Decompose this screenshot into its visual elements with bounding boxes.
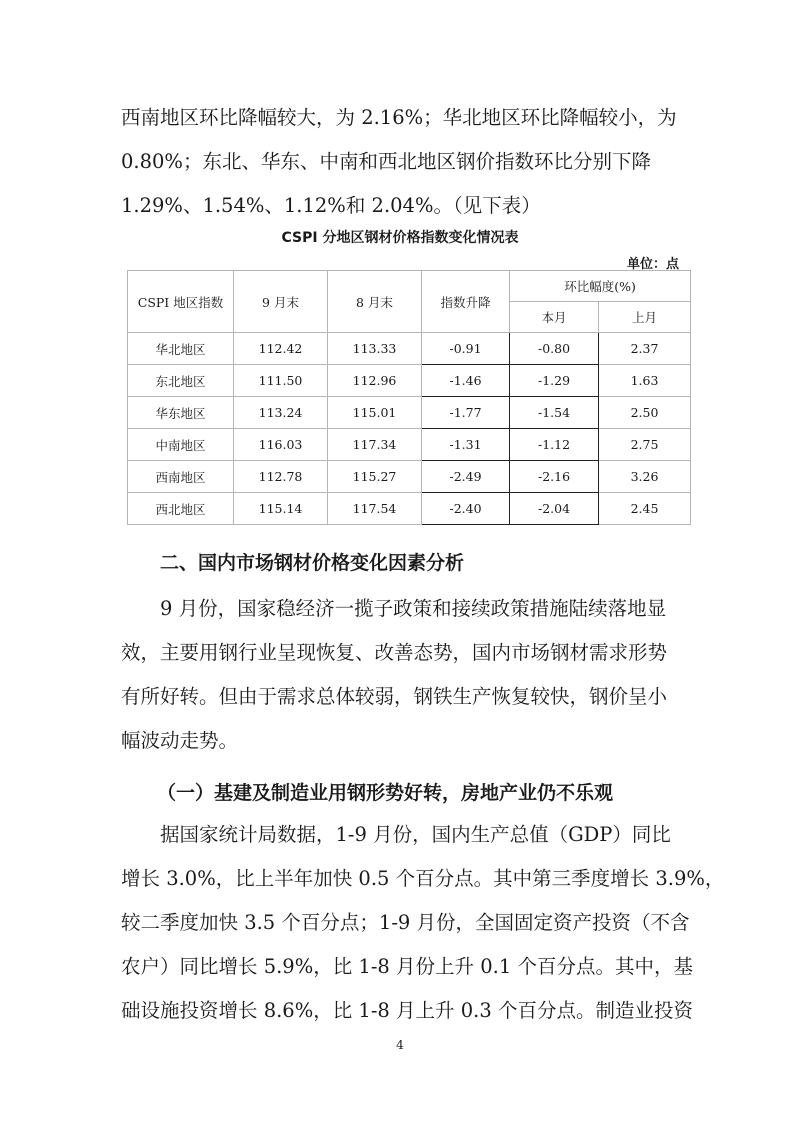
table-title: CSPI 分地区钢材价格指数变化情况表 — [281, 230, 519, 246]
table-unit: 单位：点 — [626, 257, 679, 272]
statistics-paragraph — [121, 813, 725, 1033]
header-mom-group: 环比幅度(%) — [510, 271, 691, 302]
header-aug-end: 8 月末 — [328, 271, 422, 333]
cell-region: 东北地区 — [128, 365, 234, 397]
cell-this-month: -2.04 — [510, 493, 599, 525]
text-line: 较二季度加快 3.5 个百分点；1-9 月份，全国固定资产投资（不含 — [121, 911, 690, 934]
cell-sep-end: 112.78 — [234, 461, 328, 493]
header-this-month: 本月 — [510, 302, 599, 333]
cell-change: -0.91 — [422, 333, 510, 365]
table-header-row — [128, 271, 691, 302]
cell-this-month: -0.80 — [510, 333, 599, 365]
text-line: 础设施投资增长 8.6%，比 1-8 月上升 0.3 个百分点。制造业投资 — [121, 999, 693, 1022]
cell-aug-end: 115.01 — [328, 397, 422, 429]
cell-aug-end: 117.34 — [328, 429, 422, 461]
intro-paragraph — [121, 96, 681, 228]
table-row — [128, 365, 691, 397]
cell-region: 华东地区 — [128, 397, 234, 429]
header-last-month: 上月 — [599, 302, 691, 333]
page-number: 4 — [396, 1038, 404, 1052]
cell-this-month: -1.29 — [510, 365, 599, 397]
table-row — [128, 429, 691, 461]
cell-this-month: -1.54 — [510, 397, 599, 429]
cell-sep-end: 112.42 — [234, 333, 328, 365]
header-region: CSPI 地区指数 — [128, 271, 234, 333]
table-row — [128, 493, 691, 525]
text-line: 效，主要用钢行业呈现恢复、改善态势，国内市场钢材需求形势 — [121, 641, 668, 664]
cell-change: -1.46 — [422, 365, 510, 397]
cell-change: -2.49 — [422, 461, 510, 493]
cell-change: -1.77 — [422, 397, 510, 429]
cell-last-month: 2.45 — [599, 493, 691, 525]
text-line: 农户）同比增长 5.9%，比 1-8 月份上升 0.1 个百分点。其中，基 — [121, 955, 693, 978]
cell-last-month: 2.37 — [599, 333, 691, 365]
cell-last-month: 2.75 — [599, 429, 691, 461]
cell-region: 西北地区 — [128, 493, 234, 525]
cell-sep-end: 111.50 — [234, 365, 328, 397]
cell-region: 华北地区 — [128, 333, 234, 365]
text-line: 1.29%、1.54%、1.12%和 2.04%。（见下表） — [121, 194, 541, 217]
table-row — [128, 333, 691, 365]
table-row — [128, 461, 691, 493]
text-line: 9 月份，国家稳经济一揽子政策和接续政策措施陆续落地显 — [121, 597, 667, 620]
cell-sep-end: 113.24 — [234, 397, 328, 429]
cell-last-month: 2.50 — [599, 397, 691, 429]
text-line: 0.80%；东北、华东、中南和西北地区钢价指数环比分别下降 — [121, 150, 651, 173]
text-line: 西南地区环比降幅较大，为 2.16%；华北地区环比降幅较小，为 — [121, 106, 677, 129]
cell-this-month: -2.16 — [510, 461, 599, 493]
text-line: 幅波动走势。 — [121, 729, 239, 752]
cell-sep-end: 116.03 — [234, 429, 328, 461]
cell-aug-end: 112.96 — [328, 365, 422, 397]
cell-last-month: 1.63 — [599, 365, 691, 397]
section-heading: 二、国内市场钢材价格变化因素分析 — [160, 552, 465, 574]
cell-aug-end: 115.27 — [328, 461, 422, 493]
header-change: 指数升降 — [422, 271, 510, 333]
cell-sep-end: 115.14 — [234, 493, 328, 525]
text-line: 增长 3.0%，比上半年加快 0.5 个百分点。其中第三季度增长 3.9%， — [121, 867, 725, 890]
subsection-heading: （一）基建及制造业用钢形势好转，房地产业仍不乐观 — [157, 782, 614, 804]
cell-region: 中南地区 — [128, 429, 234, 461]
table-row — [128, 397, 691, 429]
cell-change: -1.31 — [422, 429, 510, 461]
regional-price-index-table — [127, 270, 691, 525]
analysis-paragraph — [121, 587, 681, 763]
cell-region: 西南地区 — [128, 461, 234, 493]
cell-change: -2.40 — [422, 493, 510, 525]
cell-this-month: -1.12 — [510, 429, 599, 461]
text-line: 有所好转。但由于需求总体较弱，钢铁生产恢复较快，钢价呈小 — [121, 685, 668, 708]
cell-last-month: 3.26 — [599, 461, 691, 493]
cell-aug-end: 117.54 — [328, 493, 422, 525]
text-line: 据国家统计局数据，1-9 月份，国内生产总值（GDP）同比 — [121, 823, 671, 846]
cell-aug-end: 113.33 — [328, 333, 422, 365]
header-sep-end: 9 月末 — [234, 271, 328, 333]
